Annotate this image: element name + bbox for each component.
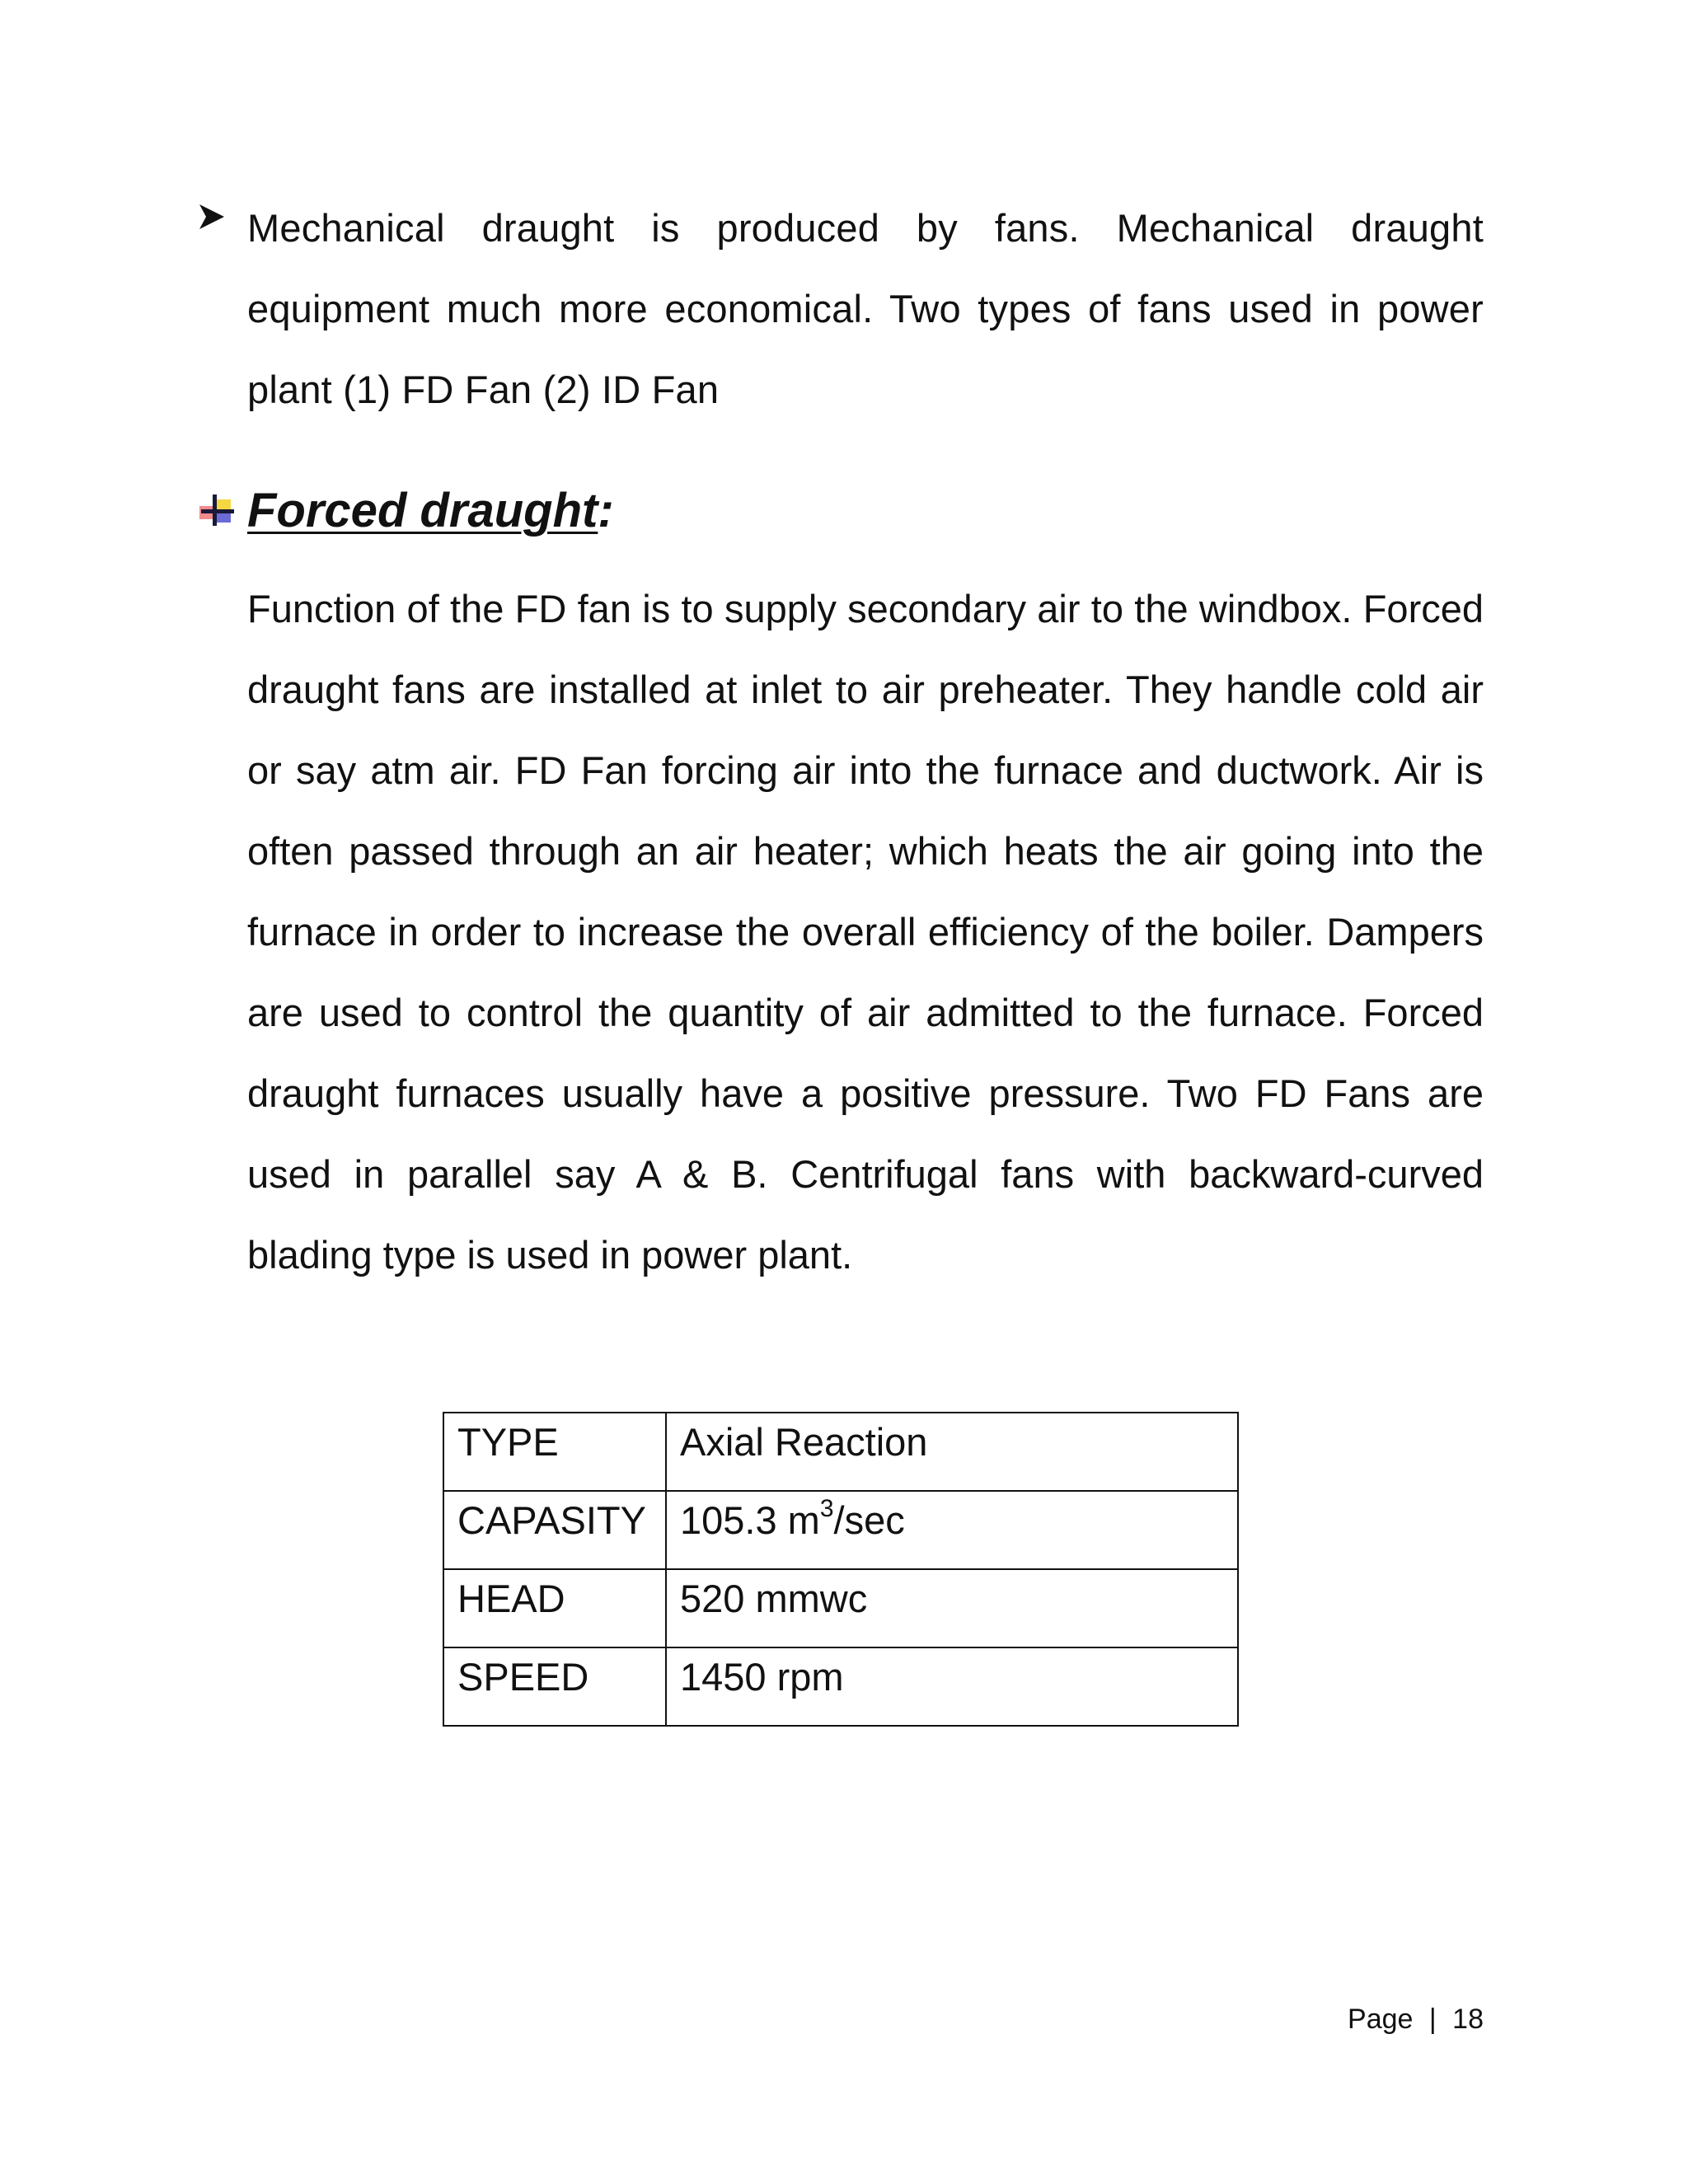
section-title-colon: : <box>598 484 614 537</box>
table-row <box>443 1569 1238 1647</box>
table-cell-key: HEAD <box>443 1569 666 1647</box>
table-cell-key: TYPE <box>443 1413 666 1491</box>
table-cell-value: 520 mmwc <box>666 1569 1238 1647</box>
table-row <box>443 1491 1238 1569</box>
table-cell-value: Axial Reaction <box>666 1413 1238 1491</box>
spec-table <box>443 1412 1239 1727</box>
section-title <box>247 478 614 544</box>
capacity-value-superscript: 3 <box>819 1495 834 1523</box>
table-cell-value: 1450 rpm <box>666 1647 1238 1726</box>
table-cell-key: SPEED <box>443 1647 666 1726</box>
bullet-text: Mechanical draught is produced by fans. Mechanical draught equipment much more economical. Two types of fans used in power plant (1) FD Fan (2) ID Fan <box>247 206 1484 411</box>
page-footer <box>1348 2001 1484 2037</box>
table-cell-key: CAPASITY <box>443 1491 666 1569</box>
page-number: 18 <box>1452 2004 1484 2035</box>
page-separator: | <box>1428 2004 1437 2035</box>
capacity-value-main: 105.3 m <box>680 1498 820 1542</box>
table-row <box>443 1413 1238 1491</box>
table-row <box>443 1647 1238 1726</box>
capacity-value-unit: /sec <box>833 1498 905 1542</box>
table-cell-value <box>666 1491 1238 1569</box>
section-heading <box>198 478 1484 544</box>
body-paragraph: Function of the FD fan is to supply secondary air to the windbox. Forced draught fans are installed at inlet to air preheater. They handle cold air or say atm air. FD Fan forcing air into the furnace and ductwork. Air is often passed through an air heater; which heats the air going into the furnace in order to increase the overall efficiency of the boiler. Dampers are used to control the quantity of air admitted to the furnace. Forced draught furnaces usually have a positive pressure. Two FD Fans are used in parallel say A & B. Centrifugal fans with backward-curved blading type is used in power plant. <box>247 587 1484 1277</box>
colored-cross-bullet-icon <box>198 491 236 529</box>
section-title-text: Forced draught <box>247 484 598 537</box>
arrow-bullet-icon <box>198 203 226 231</box>
page-label: Page <box>1348 2004 1414 2035</box>
